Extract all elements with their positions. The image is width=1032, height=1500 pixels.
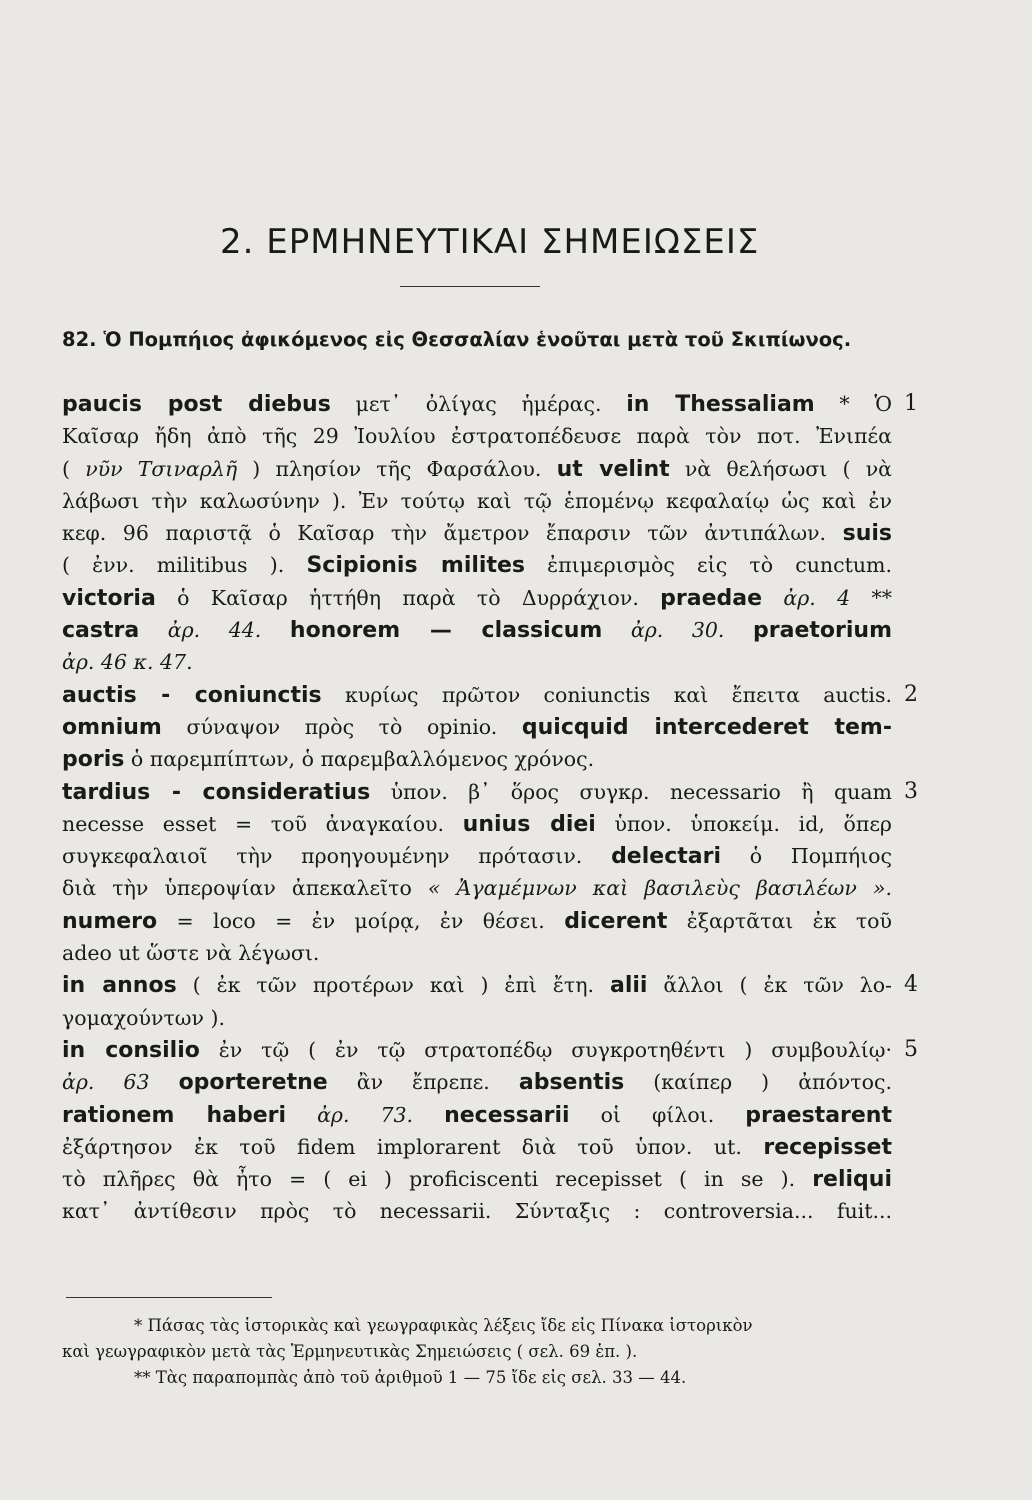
text-line	[62, 420, 892, 452]
text-line	[62, 614, 892, 646]
latin-lemma: delectari	[611, 844, 721, 870]
latin-lemma: unius diei	[462, 811, 596, 837]
chapter-title: 2. ΕΡΜΗΝΕΥΤΙΚΑΙ ΣΗΜΕΙΩΣΕΙΣ	[220, 222, 760, 262]
gloss-text	[261, 618, 290, 642]
footnote-divider	[66, 1297, 272, 1298]
italic-text: ἀρ. 73.	[317, 1102, 414, 1127]
gloss-text: Καῖσαρ ἤδη ἀπὸ τῆς 29 Ἰουλίου ἐστρατοπέδευσε παρὰ τὸν ποτ. Ἐνιπέα	[62, 424, 892, 449]
latin-lemma: in Thessaliam	[626, 392, 815, 417]
latin-lemma: in annos	[62, 973, 177, 999]
gloss-text	[724, 618, 753, 642]
footnote-line: ** Τὰς παραπομπὰς ἀπὸ τοῦ ἀριθμοῦ 1 — 75 ἴδε εἰς σελ. 33 — 44.	[134, 1368, 687, 1387]
italic-text: νῦν Τσιναρλῆ	[85, 456, 238, 481]
text-line	[62, 679, 918, 711]
latin-lemma: absentis	[518, 1070, 625, 1096]
latin-lemma: rationem haberi	[62, 1102, 287, 1128]
text-line	[62, 1002, 892, 1034]
latin-lemma: oporteretne	[178, 1070, 328, 1096]
gloss-text	[762, 586, 783, 610]
gloss-text: * Ὁ	[814, 392, 892, 416]
italic-text: ἀρ. 30.	[630, 618, 725, 643]
italic-text: ἀρ. 4	[783, 585, 851, 610]
latin-lemma: dicerent	[564, 908, 668, 934]
commentary-body	[62, 388, 918, 1228]
gloss-text: οἱ φίλοι.	[569, 1102, 746, 1127]
latin-lemma: poris	[62, 747, 125, 773]
latin-lemma: tardius - consideratius	[62, 779, 371, 805]
gloss-text: ἄλλοι ( ἐκ τῶν λο-	[647, 973, 892, 998]
latin-lemma: recepisset	[763, 1134, 892, 1160]
text-line	[62, 1034, 918, 1066]
latin-lemma: omnium	[62, 714, 162, 740]
text-line	[62, 485, 892, 517]
footnote-line: καὶ γεωγραφικὸν μετὰ τὰς Ἑρμηνευτικὰς Σημειώσεις ( σελ. 69 ἑπ. ).	[62, 1342, 638, 1361]
gloss-text: νὰ θελήσωσι ( νὰ	[669, 456, 893, 481]
text-line	[62, 1099, 892, 1131]
latin-lemma: reliqui	[812, 1167, 892, 1193]
latin-lemma: Scipionis milites	[306, 553, 525, 579]
text-line	[62, 549, 892, 581]
latin-lemma: alii	[609, 973, 648, 999]
gloss-text	[413, 1103, 444, 1127]
gloss-text: ὁ παρεμπίπτων, ὁ παρεμβαλλόμενος χρόνος.	[124, 747, 595, 772]
gloss-text: κυρίως πρῶτον coniunctis καὶ ἔπειτα auctis.	[321, 682, 892, 707]
gloss-text: ὁ Πομπήιος	[721, 844, 892, 869]
section-heading: 82. Ὁ Πομπήιος ἀφικόμενος εἰς Θεσσαλίαν ἑνοῦται μετὰ τοῦ Σκιπίωνος.	[62, 328, 852, 351]
gloss-text: ἐξαρτᾶται ἐκ τοῦ	[667, 908, 892, 933]
gloss-text: ἐξάρτησον ἐκ τοῦ fidem implorarent διὰ τοῦ ὑπον. ut.	[62, 1134, 764, 1159]
margin-line-number: 4	[904, 972, 918, 998]
text-line	[62, 646, 892, 678]
italic-text: « Ἀγαμέμνων καὶ βασιλεὺς βασιλέων ».	[427, 876, 892, 901]
latin-lemma: numero	[62, 908, 158, 934]
latin-lemma: praetorium	[753, 618, 893, 644]
gloss-text: τὸ πλῆρες θὰ ἦτο = ( ei ) proficiscenti recepisset ( in se ).	[62, 1167, 813, 1192]
gloss-text: ὑπον. β᾽ ὅρος συγκρ. necessario ἢ quam	[370, 779, 892, 804]
text-line	[62, 808, 892, 840]
gloss-text	[150, 1070, 179, 1094]
gloss-text: **	[850, 585, 892, 610]
text-line	[62, 582, 892, 614]
footnote-line: * Πάσας τὰς ἱστορικὰς καὶ γεωγραφικὰς λέξεις ἴδε εἰς Πίνακα ἱστορικὸν	[134, 1316, 753, 1335]
title-divider	[400, 286, 540, 287]
text-line	[62, 840, 892, 872]
gloss-text: ἐπιμερισμὸς εἰς τὸ cunctum.	[524, 553, 892, 578]
gloss-text: σύναψον πρὸς τὸ opinio.	[161, 714, 522, 739]
gloss-text: = loco = ἐν μοίρᾳ, ἐν θέσει.	[157, 908, 565, 933]
latin-lemma: in consilio	[62, 1037, 200, 1063]
text-line	[62, 776, 918, 808]
text-line	[62, 937, 892, 969]
text-line	[62, 453, 892, 485]
gloss-text: ὁ Καῖσαρ ἡττήθη παρὰ τὸ Δυρράχιον.	[155, 585, 661, 610]
gloss-text: μετ᾽ ὀλίγας ἡμέρας.	[330, 392, 627, 416]
text-line	[62, 1195, 892, 1227]
margin-line-number: 2	[904, 681, 918, 707]
latin-lemma: suis	[842, 521, 892, 547]
latin-lemma: castra	[62, 618, 140, 644]
gloss-text: λάβωσι τὴν καλωσύνην ). Ἐν τούτῳ καὶ τῷ ἑπομένῳ κεφαλαίῳ ὡς καὶ ἐν	[62, 488, 892, 513]
latin-lemma: necessarii	[444, 1102, 570, 1128]
latin-lemma: praedae	[660, 585, 763, 611]
latin-lemma: ut velint	[556, 456, 670, 482]
text-line	[62, 743, 892, 775]
gloss-text: συγκεφαλαιοῖ τὴν προηγουμένην πρότασιν.	[62, 844, 612, 869]
gloss-text: ( ἐκ τῶν προτέρων καὶ ) ἐπὶ ἔτη.	[176, 973, 610, 998]
text-line	[62, 1163, 892, 1195]
gloss-text: (καίπερ ) ἀπόντος.	[624, 1070, 892, 1095]
margin-line-number: 1	[904, 391, 918, 416]
latin-lemma: paucis post diebus	[62, 392, 331, 417]
text-line	[62, 517, 892, 549]
text-line	[62, 388, 918, 420]
text-line	[62, 905, 892, 937]
latin-lemma: praestarent	[745, 1102, 892, 1128]
gloss-text: adeo ut ὥστε νὰ λέγωσι.	[62, 941, 320, 966]
text-line	[62, 969, 918, 1001]
text-line	[62, 1066, 892, 1098]
gloss-text: γομαχούντων ).	[62, 1005, 225, 1030]
gloss-text: (	[62, 456, 86, 481]
footnotes	[62, 1313, 892, 1391]
text-line	[62, 1131, 892, 1163]
gloss-text: κατ᾽ ἀντίθεσιν πρὸς τὸ necessarii. Σύνταξις : controversia... fuit...	[62, 1199, 892, 1224]
text-line	[62, 872, 892, 904]
gloss-text: ) πλησίον τῆς Φαρσάλου.	[237, 456, 557, 481]
gloss-text: ( ἐνν. militibus ).	[62, 553, 307, 578]
gloss-text: κεφ. 96 παριστᾷ ὁ Καῖσαρ τὴν ἄμετρον ἔπαρσιν τῶν ἀντιπάλων.	[62, 521, 843, 546]
gloss-text	[139, 618, 168, 642]
gloss-text: διὰ τὴν ὑπεροψίαν ἀπεκαλεῖτο	[62, 876, 428, 901]
gloss-text	[602, 618, 631, 642]
margin-line-number: 5	[904, 1036, 918, 1062]
latin-lemma: auctis - coniunctis	[62, 682, 322, 708]
gloss-text: ἂν ἔπρεπε.	[327, 1070, 519, 1095]
gloss-text	[286, 1103, 317, 1127]
margin-line-number: 3	[904, 778, 918, 804]
latin-lemma: quicquid intercederet tem-	[521, 714, 892, 740]
gloss-text: ὑπον. ὑποκείμ. id, ὅπερ	[595, 811, 892, 836]
italic-text: ἀρ. 46 κ. 47.	[62, 650, 193, 675]
italic-text: ἀρ. 63	[62, 1070, 150, 1095]
italic-text: ἀρ. 44.	[167, 618, 262, 643]
gloss-text: necesse esset = τοῦ ἀναγκαίου.	[62, 811, 463, 836]
text-line	[62, 711, 892, 743]
gloss-text: ἐν τῷ ( ἐν τῷ στρατοπέδῳ συγκροτηθέντι ) συμβουλίῳ·	[199, 1037, 892, 1062]
latin-lemma: honorem — classicum	[289, 618, 603, 644]
latin-lemma: victoria	[62, 585, 156, 611]
